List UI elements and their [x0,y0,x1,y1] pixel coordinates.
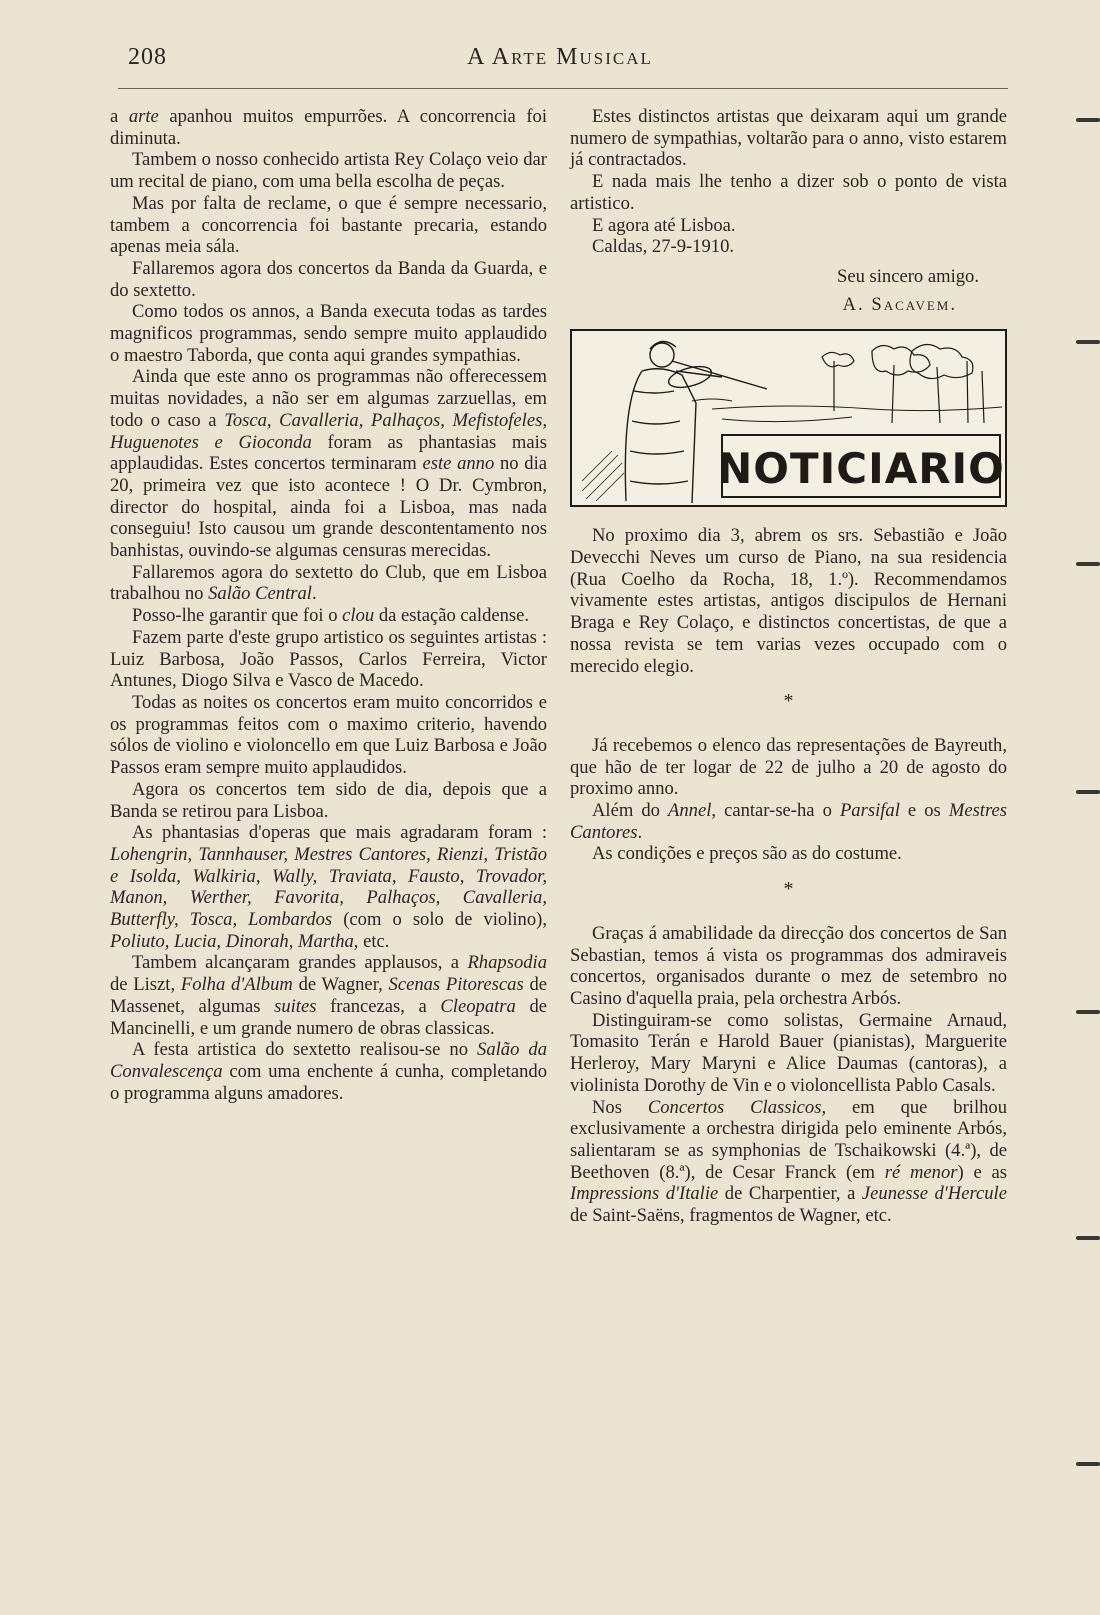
asterisk-separator: * [783,690,794,713]
left-column [110,106,547,1104]
asterisk-separator: * [783,878,794,901]
paragraph: Além do Annel, cantar-se-ha o Parsifal e os Mestres Cantores. [570,800,1008,843]
paragraph: Caldas, 27-9-1910. [592,236,735,258]
paragraph: a arte apanhou muitos empurrões. A concorrencia foi diminuta. [110,106,547,149]
header-rule [118,88,1008,89]
edge-mark [1076,118,1100,122]
paragraph: Graças á amabilidade da direcção dos concertos de San Sebastian, temos á vista os programmas dos admiraveis concertos, organisados durante o mez de setembro no Casino d'aquella praia, pela orchestra Arbós. [570,922,1007,1009]
paragraph: Tambem o nosso conhecido artista Rey Colaço veio dar um recital de piano, com uma bella escolha de peças. [110,149,547,193]
left-paragraphs [110,106,547,1104]
edge-mark [1076,1010,1100,1014]
paragraph: Estes distinctos artistas que deixaram aqui um grande numero de sympathias, voltarão para o anno, visto estarem já contractados. [570,106,1007,171]
news-item-san-sebastian [570,923,1007,1227]
paragraph: Nos Concertos Classicos, em que brilhou exclusivamente a orchestra dirigida pelo eminente Arbós, salientaram se as symphonias de Tschaikowski (4.ª), de Beethoven (8.ª), de Cesar Franck (em ré menor) e as Impressions d'Italie de Charpentier, a Jeunesse d'Hercule de Saint-Saëns, fragmentos de Wagner, etc. [570,1096,1008,1227]
running-title: A Arte Musical [467,44,653,70]
signature-closing: Seu sincero amigo. [836,265,979,287]
paragraph: Todas as noites os concertos eram muito concorridos e os programmas feitos com o maximo criterio, havendo sólos de violino e violoncello em que Luiz Barbosa e João Passos eram sempre muito applaudidos. [110,691,547,779]
signature-name: A. Sacavem. [842,293,957,315]
paragraph: As condições e preços são as do costume. [592,843,902,865]
paragraph: Distinguiram-se como solistas, Germaine Arnaud, Tomasito Terán e Harold Bauer (pianistas), Marguerite Herleroy, Mary Maryni e Alice Daumas (cantoras), a violinista Dorothy de Vin e o violoncellista Pablo Casals. [570,1009,1007,1096]
page-number: 208 [128,44,167,70]
news-item-devecchi [570,525,1007,677]
paragraph: E nada mais lhe tenho a dizer sob o ponto de vista artistico. [570,171,1007,214]
noticiario-banner [570,329,1007,507]
paragraph: No proximo dia 3, abrem os srs. Sebastião e João Devecchi Neves um curso de Piano, na sua residencia (Rua Coelho da Rocha, 18, 1.º). Recommendamos vivamente estes artistas, antigos discipulos de Hernani Braga e Rey Colaço, e distinctos concertistas, de que a nossa revista se tem varias vezes occupado com o merecido elegio. [570,525,1007,677]
news-item-bayreuth [570,735,1007,865]
noticiario-illustration [572,331,1005,505]
letter-closing-paragraphs [570,106,1007,258]
paragraph: Posso-lhe garantir que foi o clou da estação caldense. [132,605,530,627]
paragraph: Ainda que este anno os programmas não offerecessem muitas novidades, a não ser em algumas zarzuellas, em todo o caso a Tosca, Cavalleria, Palhaços, Mefistofeles, Huguenotes e Gioconda foram as phantasias mais applaudidas. Estes concertos terminaram este anno no dia 20, primeira vez que isto acontece ! O Dr. Cymbron, director do hospital, ainda foi a Lisboa, mas nada conseguiu! Isto causou um grande descontentamento nos banhistas, ouvindo-se algumas censuras merecidas. [110,366,547,562]
paragraph: Mas por falta de reclame, o que é sempre necessario, tambem a concorrencia foi bastante precaria, estando apenas meia sála. [110,192,547,258]
paragraph: Como todos os annos, a Banda executa todas as tardes magnificos programmas, sendo sempre muito applaudido o maestro Taborda, que conta aqui grandes sympathias. [110,301,547,366]
paragraph: Já recebemos o elenco das representações de Bayreuth, que hão de ter logar de 22 de julho a 20 de agosto do proximo anno. [570,734,1007,800]
paragraph: As phantasias d'operas que mais agradaram foram : Lohengrin, Tannhauser, Mestres Cantores, Rienzi, Tristão e Isolda, Walkiria, Wally, Traviata, Fausto, Trovador, Manon, Werther, Favorita, Palhaços, Cavalleria, Butterfly, Tosca, Lombardos (com o solo de violino), Poliuto, Lucia, Dinorah, Martha, etc. [110,822,547,952]
paragraph: Fallaremos agora do sextetto do Club, que em Lisboa trabalhou no Salão Central. [110,561,547,605]
edge-mark [1076,340,1100,344]
paragraph: Agora os concertos tem sido de dia, depois que a Banda se retirou para Lisboa. [110,778,547,822]
edge-mark [1076,790,1100,794]
paragraph: A festa artistica do sextetto realisou-se no Salão da Convalescença com uma enchente á cunha, completando o programma alguns amadores. [110,1039,547,1104]
paragraph: Fallaremos agora dos concertos da Banda da Guarda, e do sextetto. [110,257,547,301]
paragraph: Fazem parte d'este grupo artistico os seguintes artistas : Luiz Barbosa, João Passos, Carlos Ferreira, Victor Antunes, Diogo Silva e Vasco de Macedo. [110,626,547,692]
right-column [570,106,1007,1227]
noticiario-title: NOTICIARIO [717,444,1005,494]
edge-mark [1076,562,1100,566]
page-header [110,44,1010,78]
edge-mark [1076,1462,1100,1466]
edge-mark [1076,1236,1100,1240]
paragraph: E agora até Lisboa. [592,214,736,236]
paragraph: Tambem alcançaram grandes applausos, a Rhapsodia de Liszt, Folha d'Album de Wagner, Scenas Pitorescas de Massenet, algumas suites francezas, a Cleopatra de Mancinelli, e um grande numero de obras classicas. [110,952,548,1039]
